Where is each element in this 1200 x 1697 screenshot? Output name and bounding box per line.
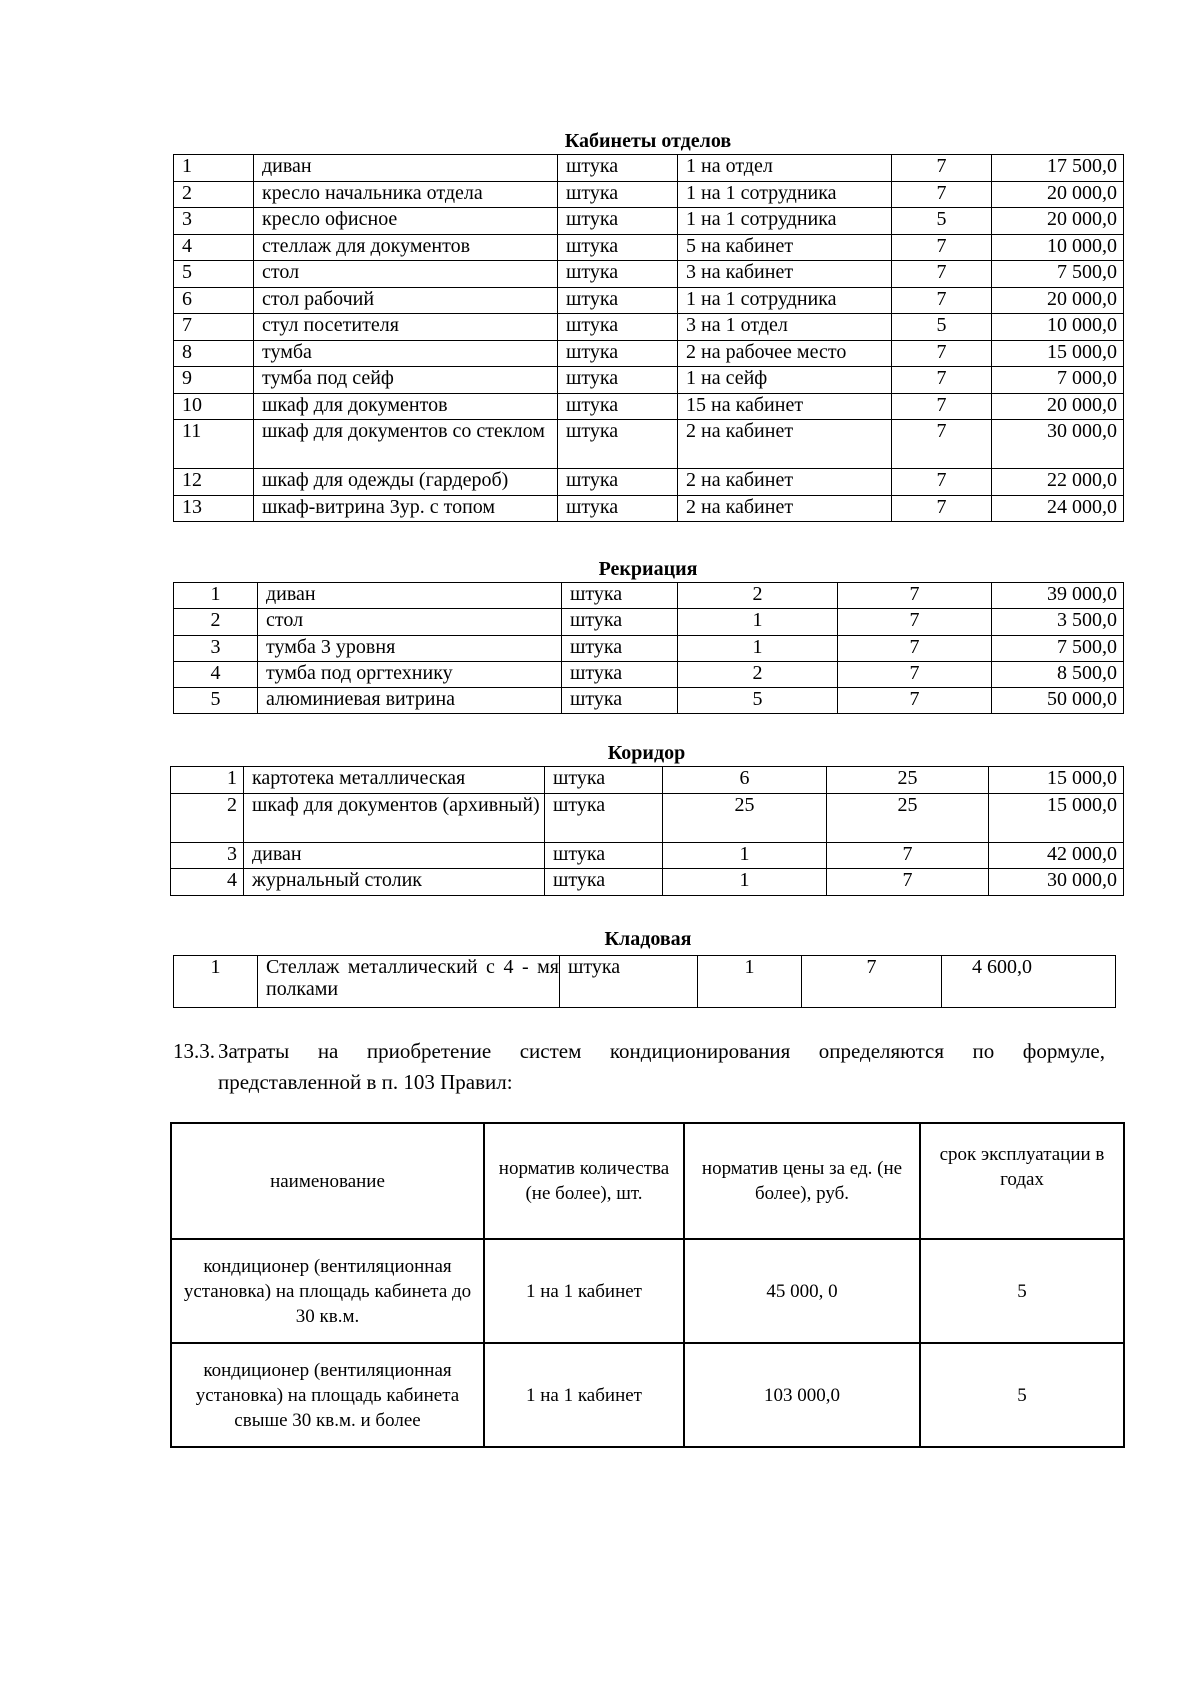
- cell-norm: 1 на сейф: [678, 367, 892, 394]
- cell-name: диван: [244, 842, 545, 869]
- cell-num: 12: [174, 469, 254, 496]
- cell-price: 50 000,0: [992, 688, 1124, 714]
- cell-num: 1: [171, 767, 244, 794]
- cell-price: 15 000,0: [989, 793, 1124, 842]
- cell-unit: штука: [562, 609, 678, 635]
- cell-norm: 2 на кабинет: [678, 420, 892, 469]
- cell-qty: 25: [663, 793, 827, 842]
- table-storage: [173, 955, 1116, 1008]
- cell-unit: штука: [558, 287, 678, 314]
- cell-num: 2: [171, 793, 244, 842]
- cell-unit: штука: [558, 469, 678, 496]
- table-recreation: [173, 582, 1124, 714]
- cell-num: 3: [171, 842, 244, 869]
- cell-qty: 1: [678, 635, 838, 661]
- table-row: [174, 688, 1124, 714]
- cell-unit: штука: [545, 842, 663, 869]
- cell-years: 7: [892, 234, 992, 261]
- table-row: [171, 793, 1124, 842]
- cell-norm: 3 на кабинет: [678, 261, 892, 288]
- cell-num: 7: [174, 314, 254, 341]
- cell-name: тумба 3 уровня: [258, 635, 562, 661]
- table-row: [174, 367, 1124, 394]
- cell-unit: штука: [545, 793, 663, 842]
- cell-name: шкаф для одежды (гардероб): [254, 469, 558, 496]
- cell-unit: штука: [558, 393, 678, 420]
- cell-qty: 2: [678, 583, 838, 609]
- cell-name: стул посетителя: [254, 314, 558, 341]
- cell-num: 4: [171, 869, 244, 896]
- cell-price: 10 000,0: [992, 314, 1124, 341]
- cell-years: 25: [827, 793, 989, 842]
- cell-years: 7: [892, 495, 992, 522]
- table-row: [174, 155, 1124, 182]
- cell-price: 4 600,0: [942, 956, 1116, 1008]
- cell-num: 2: [174, 609, 258, 635]
- cell-price: 22 000,0: [992, 469, 1124, 496]
- cell-unit: штука: [558, 420, 678, 469]
- table-row: [174, 661, 1124, 687]
- paragraph-13-3: [173, 1036, 1123, 1100]
- table-row: [174, 635, 1124, 661]
- table-row: [174, 609, 1124, 635]
- cell-price: 15 000,0: [992, 340, 1124, 367]
- cell-price: 39 000,0: [992, 583, 1124, 609]
- table-air-conditioning: [170, 1122, 1125, 1448]
- table-row: [174, 393, 1124, 420]
- cell-name: тумба: [254, 340, 558, 367]
- cell-years: 7: [892, 287, 992, 314]
- cell-num: 1: [174, 956, 258, 1008]
- cell-price: 7 500,0: [992, 635, 1124, 661]
- cell-years: 7: [827, 869, 989, 896]
- cell-num: 1: [174, 583, 258, 609]
- cell-norm: 2 на кабинет: [678, 495, 892, 522]
- cell-unit: штука: [558, 367, 678, 394]
- cell-qty: 1: [698, 956, 802, 1008]
- cell-norm: 2 на кабинет: [678, 469, 892, 496]
- cell-price: 8 500,0: [992, 661, 1124, 687]
- table-row: [174, 287, 1124, 314]
- table-row: [174, 181, 1124, 208]
- table-header-row: [171, 1123, 1124, 1239]
- table-cabinets: [173, 154, 1124, 522]
- cell-years: 7: [892, 367, 992, 394]
- header-service-life: срок эксплуатации в годах: [920, 1123, 1124, 1239]
- cell-unit: штука: [545, 767, 663, 794]
- cell-num: 5: [174, 688, 258, 714]
- cell-num: 4: [174, 234, 254, 261]
- cell-price: 20 000,0: [992, 393, 1124, 420]
- cell-name: кондиционер (вентиляционная установка) на площадь кабинета свыше 30 кв.м. и более: [171, 1343, 484, 1447]
- cell-price: 10 000,0: [992, 234, 1124, 261]
- cell-years: 7: [892, 261, 992, 288]
- cell-years: 5: [892, 314, 992, 341]
- cell-name: шкаф для документов (архивный): [244, 793, 545, 842]
- cell-num: 3: [174, 208, 254, 235]
- header-quantity-norm: норматив количества (не более), шт.: [484, 1123, 684, 1239]
- cell-num: 1: [174, 155, 254, 182]
- cell-years: 5: [920, 1239, 1124, 1343]
- cell-years: 7: [892, 393, 992, 420]
- cell-price: 42 000,0: [989, 842, 1124, 869]
- cell-years: 5: [892, 208, 992, 235]
- cell-norm: 1 на 1 сотрудника: [678, 181, 892, 208]
- table-row: [174, 420, 1124, 469]
- cell-num: 11: [174, 420, 254, 469]
- cell-price: 30 000,0: [989, 869, 1124, 896]
- cell-num: 8: [174, 340, 254, 367]
- cell-years: 7: [838, 583, 992, 609]
- cell-years: 7: [802, 956, 942, 1008]
- header-name: наименование: [171, 1123, 484, 1239]
- cell-name: тумба под сейф: [254, 367, 558, 394]
- table-row: [174, 469, 1124, 496]
- cell-qty: 1 на 1 кабинет: [484, 1343, 684, 1447]
- table-row: [171, 842, 1124, 869]
- cell-unit: штука: [560, 956, 698, 1008]
- table-row: [174, 234, 1124, 261]
- cell-num: 9: [174, 367, 254, 394]
- cell-price: 103 000,0: [684, 1343, 920, 1447]
- cell-unit: штука: [545, 869, 663, 896]
- cell-norm: 1 на 1 сотрудника: [678, 208, 892, 235]
- table-row: [171, 869, 1124, 896]
- cell-qty: 1 на 1 кабинет: [484, 1239, 684, 1343]
- cell-years: 7: [892, 340, 992, 367]
- cell-unit: штука: [558, 234, 678, 261]
- cell-price: 24 000,0: [992, 495, 1124, 522]
- cell-name: стеллаж для документов: [254, 234, 558, 261]
- cell-name: картотека металлическая: [244, 767, 545, 794]
- cell-price: 3 500,0: [992, 609, 1124, 635]
- cell-name: Стеллаж металлический с 4 - мя полками: [258, 956, 560, 1008]
- table-corridor: [170, 766, 1124, 896]
- cell-num: 3: [174, 635, 258, 661]
- cell-qty: 5: [678, 688, 838, 714]
- cell-norm: 2 на рабочее место: [678, 340, 892, 367]
- cell-unit: штука: [558, 208, 678, 235]
- cell-price: 20 000,0: [992, 208, 1124, 235]
- cell-name: кресло начальника отдела: [254, 181, 558, 208]
- section-title-cabinets: Кабинеты отделов: [564, 130, 732, 152]
- cell-norm: 1 на отдел: [678, 155, 892, 182]
- cell-unit: штука: [558, 155, 678, 182]
- cell-name: стол рабочий: [254, 287, 558, 314]
- table-row: [171, 1239, 1124, 1343]
- cell-name: шкаф для документов со стеклом: [254, 420, 558, 469]
- cell-name: кресло офисное: [254, 208, 558, 235]
- cell-unit: штука: [562, 635, 678, 661]
- cell-num: 4: [174, 661, 258, 687]
- cell-years: 7: [838, 688, 992, 714]
- cell-name: тумба под оргтехнику: [258, 661, 562, 687]
- paragraph-line-1: Затраты на приобретение систем кондиционирования определяются по формуле,: [218, 1039, 1105, 1063]
- cell-unit: штука: [558, 181, 678, 208]
- cell-unit: штука: [562, 583, 678, 609]
- cell-name: диван: [254, 155, 558, 182]
- cell-name: журнальный столик: [244, 869, 545, 896]
- section-title-storage: Кладовая: [604, 928, 692, 950]
- cell-name: алюминиевая витрина: [258, 688, 562, 714]
- header-price-norm: норматив цены за ед. (не более), руб.: [684, 1123, 920, 1239]
- cell-price: 45 000, 0: [684, 1239, 920, 1343]
- table-row: [171, 1343, 1124, 1447]
- cell-price: 7 000,0: [992, 367, 1124, 394]
- cell-name: шкаф-витрина 3ур. с топом: [254, 495, 558, 522]
- cell-years: 7: [838, 635, 992, 661]
- cell-price: 30 000,0: [992, 420, 1124, 469]
- cell-years: 25: [827, 767, 989, 794]
- cell-unit: штука: [558, 495, 678, 522]
- cell-years: 7: [892, 469, 992, 496]
- cell-qty: 1: [663, 869, 827, 896]
- cell-unit: штука: [558, 314, 678, 341]
- cell-name: кондиционер (вентиляционная установка) на площадь кабинета до 30 кв.м.: [171, 1239, 484, 1343]
- cell-unit: штука: [562, 688, 678, 714]
- cell-num: 10: [174, 393, 254, 420]
- cell-price: 17 500,0: [992, 155, 1124, 182]
- cell-name: стол: [254, 261, 558, 288]
- table-row: [174, 340, 1124, 367]
- cell-qty: 1: [678, 609, 838, 635]
- table-row: [174, 583, 1124, 609]
- table-row: [174, 314, 1124, 341]
- table-row: [174, 261, 1124, 288]
- cell-num: 5: [174, 261, 254, 288]
- cell-num: 6: [174, 287, 254, 314]
- table-row: [174, 208, 1124, 235]
- cell-qty: 2: [678, 661, 838, 687]
- section-title-recreation: Рекриация: [598, 558, 698, 580]
- cell-qty: 1: [663, 842, 827, 869]
- cell-num: 2: [174, 181, 254, 208]
- cell-price: 7 500,0: [992, 261, 1124, 288]
- cell-years: 7: [892, 155, 992, 182]
- table-row: [174, 495, 1124, 522]
- cell-unit: штука: [558, 340, 678, 367]
- section-title-corridor: Коридор: [607, 742, 686, 764]
- cell-years: 7: [892, 420, 992, 469]
- paragraph-line-2: представленной в п. 103 Правил:: [218, 1070, 513, 1094]
- table-row: [171, 767, 1124, 794]
- cell-years: 7: [838, 661, 992, 687]
- cell-norm: 5 на кабинет: [678, 234, 892, 261]
- cell-norm: 3 на 1 отдел: [678, 314, 892, 341]
- cell-unit: штука: [558, 261, 678, 288]
- cell-norm: 1 на 1 сотрудника: [678, 287, 892, 314]
- cell-years: 7: [827, 842, 989, 869]
- cell-qty: 6: [663, 767, 827, 794]
- cell-years: 7: [838, 609, 992, 635]
- cell-name: шкаф для документов: [254, 393, 558, 420]
- cell-norm: 15 на кабинет: [678, 393, 892, 420]
- cell-price: 15 000,0: [989, 767, 1124, 794]
- cell-price: 20 000,0: [992, 181, 1124, 208]
- cell-name: диван: [258, 583, 562, 609]
- cell-name: стол: [258, 609, 562, 635]
- cell-unit: штука: [562, 661, 678, 687]
- cell-years: 7: [892, 181, 992, 208]
- paragraph-number: 13.3.: [173, 1039, 215, 1063]
- table-row: [174, 956, 1116, 1008]
- cell-price: 20 000,0: [992, 287, 1124, 314]
- cell-num: 13: [174, 495, 254, 522]
- cell-years: 5: [920, 1343, 1124, 1447]
